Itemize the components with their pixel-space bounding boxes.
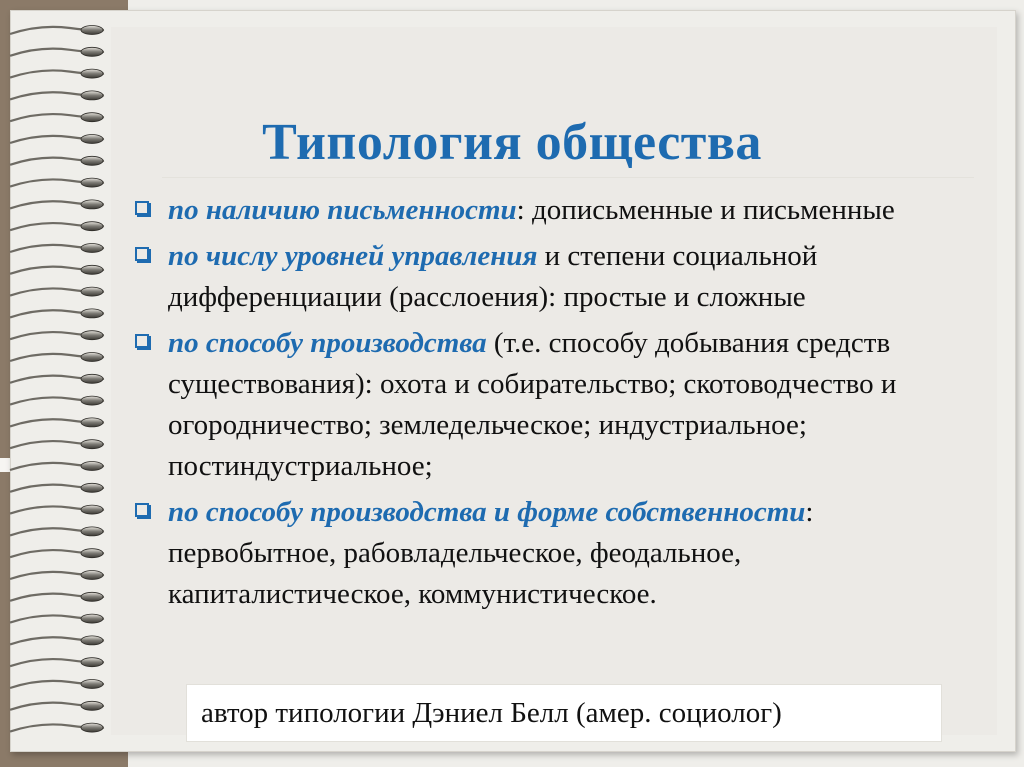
spiral-ring-icon — [10, 723, 104, 732]
author-note: автор типологии Дэниел Белл (амер. социолог) — [186, 684, 942, 742]
typology-list — [133, 190, 953, 620]
square-bullet-icon — [135, 334, 149, 348]
spiral-ring-icon — [10, 549, 104, 558]
spiral-ring-icon — [10, 331, 104, 340]
spiral-ring-icon — [10, 91, 104, 100]
criterion-label: по способу производства и форме собственности — [168, 496, 806, 528]
spiral-ring-icon — [10, 571, 104, 580]
spiral-ring-icon — [10, 418, 104, 427]
spiral-ring-icon — [10, 374, 104, 383]
title-divider — [162, 177, 974, 178]
list-item — [133, 492, 953, 615]
square-bullet-icon — [135, 503, 149, 517]
spiral-ring-icon — [10, 658, 104, 667]
criterion-text: (т.е. способу добывания средств существования): охота и собирательство; скотоводчество и огородничество; земледельческое; индустриальное; постиндустриальное; — [168, 327, 897, 482]
spiral-ring-icon — [10, 287, 104, 296]
list-item — [133, 323, 953, 487]
spiral-ring-icon — [10, 265, 104, 274]
spiral-ring-icon — [10, 309, 104, 318]
spiral-ring-icon — [10, 47, 104, 56]
spiral-ring-icon — [10, 440, 104, 449]
spiral-ring-icon — [10, 614, 104, 623]
criterion-text: и степени социальной дифференциации (расслоения): простые и сложные — [168, 240, 818, 313]
spiral-ring-icon — [10, 69, 104, 78]
spiral-ring-icon — [10, 636, 104, 645]
square-bullet-icon — [135, 247, 149, 261]
spiral-ring-icon — [10, 592, 104, 601]
spiral-ring-icon — [10, 505, 104, 514]
spiral-ring-icon — [10, 396, 104, 405]
spiral-ring-icon — [10, 178, 104, 187]
criterion-text: : первобытное, рабовладельческое, феодальное, капиталистическое, коммунистическое. — [168, 496, 814, 610]
spiral-ring-icon — [10, 680, 104, 689]
square-bullet-icon — [135, 201, 149, 215]
criterion-text: : дописьменные и письменные — [516, 194, 895, 226]
spiral-ring-icon — [10, 353, 104, 362]
spiral-ring-icon — [10, 483, 104, 492]
list-item — [133, 190, 953, 231]
criterion-label: по числу уровней управления — [168, 240, 538, 272]
spiral-ring-icon — [10, 200, 104, 209]
spiral-ring-icon — [10, 701, 104, 710]
spiral-ring-icon — [10, 222, 104, 231]
spiral-ring-icon — [10, 244, 104, 253]
criterion-label: по способу производства — [168, 327, 487, 359]
criterion-label: по наличию письменности — [168, 194, 517, 226]
slide-title: Типология общества — [262, 113, 762, 171]
list-item — [133, 236, 953, 318]
spiral-ring-icon — [10, 462, 104, 471]
spiral-ring-icon — [10, 26, 104, 35]
spiral-ring-icon — [10, 527, 104, 536]
